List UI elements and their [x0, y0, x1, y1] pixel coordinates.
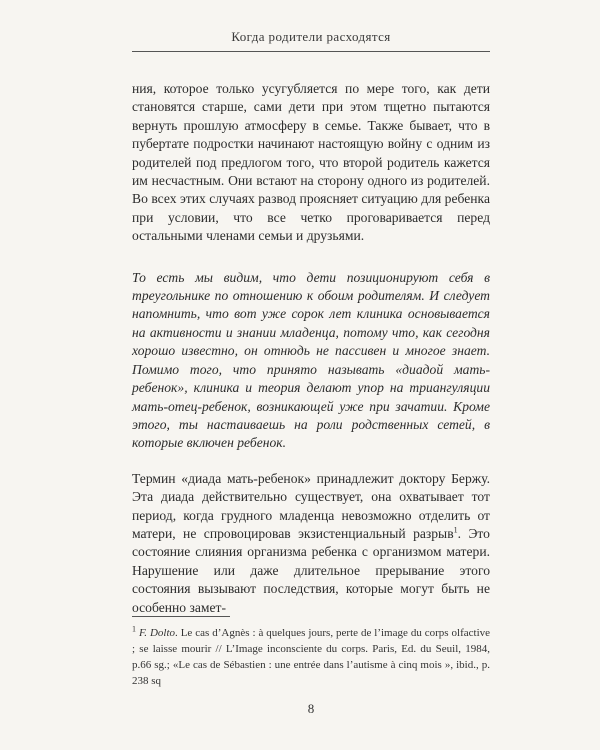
paragraph-1: ния, которое только усугубляется по мере того, как дети становятся старше, сами дети при этом тщетно пытаются вернуть прошлую атмосферу в семье. Также бывает, что в пубертате подростки начинают настоящую войну с одним из родителей под предлогом того, что второй родитель кажется им несчастным. Они встают на сторону одного из родителей. Во всех этих случаях развод проясняет ситуацию для ребенка при условии, что все четко проговаривается перед остальными членами семьи и друзьями.	[132, 81, 490, 244]
running-header: Когда родители расходятся	[231, 29, 391, 44]
body-text	[132, 80, 490, 617]
footnote-reference[interactable]: 1	[453, 525, 458, 535]
paragraph-3-end: . Это состояние слияния организма ребенка с организмом матери. Нарушение или даже длительное прерывание этого состояния вызывают последствия, которые могут быть не особенно замет-	[132, 525, 490, 615]
paragraph-3	[132, 470, 490, 617]
page-number: 8	[307, 701, 315, 716]
footnote-text: . Le cas d’Agnès : à quelques jours, perte de l’image du corps olfactive ; se laisse mourir // L’Image inconsciente du corps. Paris, Ed. du Seuil, 1984, p.66 sg.; «Le cas de Sébastien : une entrée dans l’autisme à cinq mois », ibid., p. 238 sq	[132, 627, 491, 687]
paragraph-2-italic: То есть мы видим, что дети позиционируют себя в треугольнике по отношению к обоим родителям. И следует напомнить, что вот уже сорок лет клиника основывается на активности и знании младенца, потому что, как сегодня хорошо известно, он отнюдь не пассивен и многое знает. Помимо того, что принято называть «диадой мать-ребенок», клиника и теория делают упор на триангуляции мать-отец-ребенок, возникающей уже при зачатии. Кроме этого, ты настаиваешь на роли родственных сетей, в которые включен ребенок.	[132, 269, 490, 451]
header-divider	[132, 51, 490, 52]
footnote	[132, 625, 490, 689]
footnote-mark: 1	[132, 624, 136, 634]
footnote-divider	[132, 616, 230, 617]
footnote-author: F. Dolto	[138, 627, 176, 639]
paragraph-3-start: Термин «диада мать-ребенок» принадлежит доктору Бержу. Эта диада действительно существует, она охватывает тот период, когда грудного младенца невозможно отделить от матери, не спровоцировав экзистенциальный разрыв	[132, 470, 490, 541]
